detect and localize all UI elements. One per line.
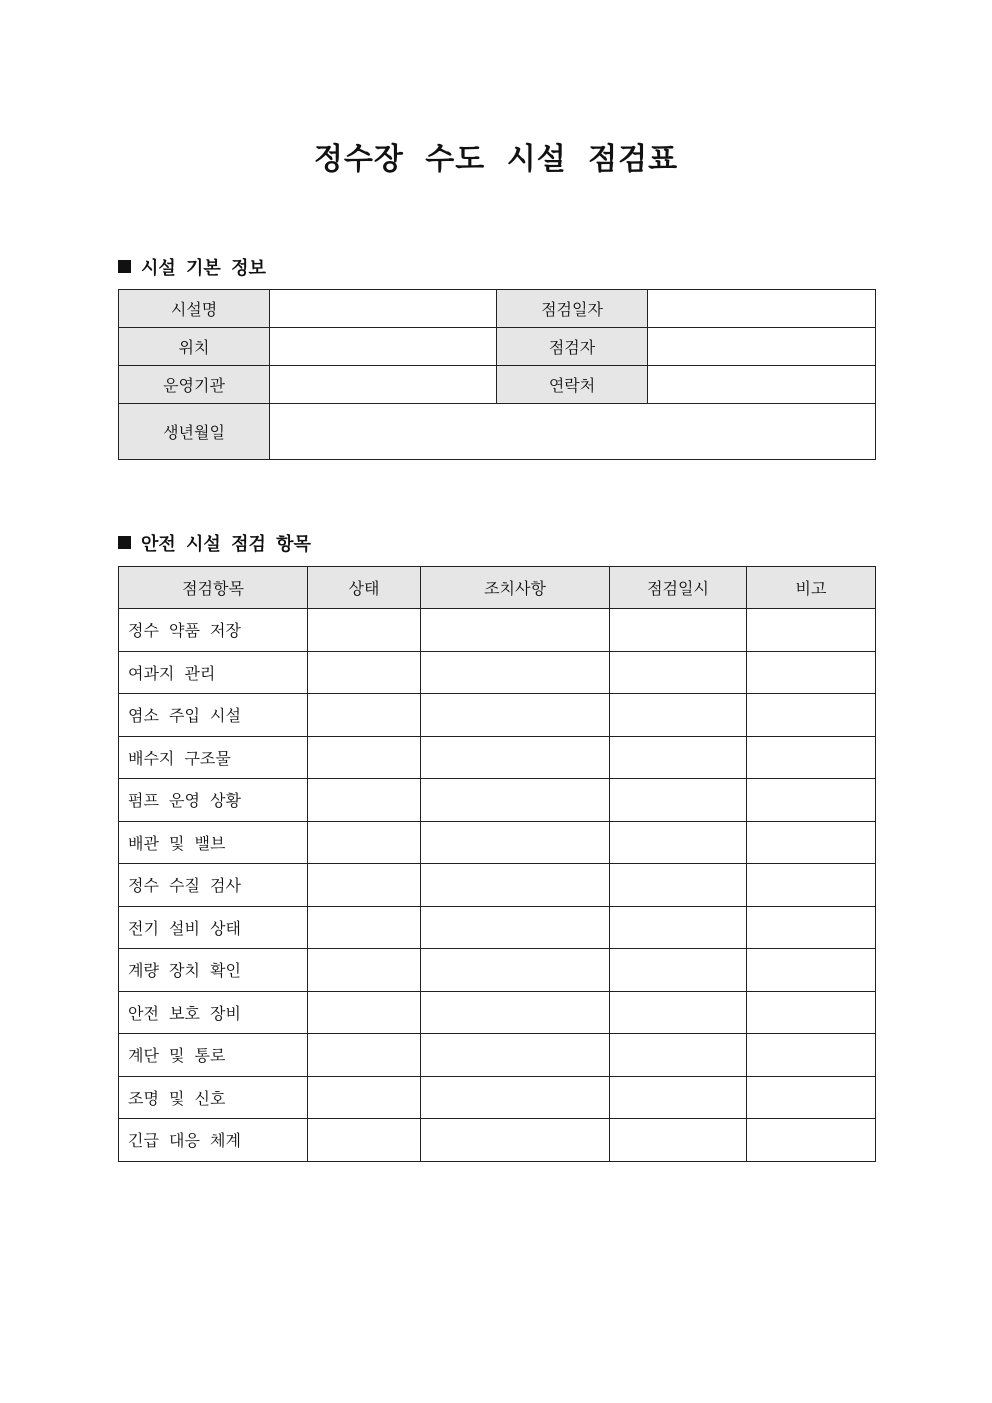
table-row: [119, 949, 876, 992]
note-field[interactable]: [747, 736, 876, 779]
table-row: [119, 1119, 876, 1162]
checklist-item-name: 계량 장치 확인: [119, 949, 308, 992]
table-row: [119, 1034, 876, 1077]
column-header-item: 점검항목: [119, 567, 308, 609]
datetime-field[interactable]: [610, 651, 747, 694]
section-heading-basic-info: [118, 254, 266, 280]
note-field[interactable]: [747, 651, 876, 694]
status-field[interactable]: [308, 1119, 421, 1162]
datetime-field[interactable]: [610, 1076, 747, 1119]
birthdate-field[interactable]: [270, 404, 876, 460]
table-row: [119, 366, 876, 404]
table-row: [119, 864, 876, 907]
note-field[interactable]: [747, 694, 876, 737]
checklist-item-name: 배수지 구조물: [119, 736, 308, 779]
note-field[interactable]: [747, 821, 876, 864]
note-field[interactable]: [747, 949, 876, 992]
facility-name-label: 시설명: [119, 290, 270, 328]
action-field[interactable]: [421, 1034, 610, 1077]
checklist-item-name: 배관 및 밸브: [119, 821, 308, 864]
note-field[interactable]: [747, 1119, 876, 1162]
status-field[interactable]: [308, 1034, 421, 1077]
table-row: [119, 651, 876, 694]
datetime-field[interactable]: [610, 821, 747, 864]
checklist-item-name: 긴급 대응 체계: [119, 1119, 308, 1162]
note-field[interactable]: [747, 1076, 876, 1119]
birthdate-label: 생년월일: [119, 404, 270, 460]
datetime-field[interactable]: [610, 949, 747, 992]
note-field[interactable]: [747, 609, 876, 652]
status-field[interactable]: [308, 949, 421, 992]
status-field[interactable]: [308, 1076, 421, 1119]
status-field[interactable]: [308, 609, 421, 652]
action-field[interactable]: [421, 694, 610, 737]
note-field[interactable]: [747, 779, 876, 822]
action-field[interactable]: [421, 821, 610, 864]
table-row: [119, 609, 876, 652]
action-field[interactable]: [421, 864, 610, 907]
note-field[interactable]: [747, 1034, 876, 1077]
action-field[interactable]: [421, 651, 610, 694]
basic-info-table: [118, 289, 876, 460]
operator-label: 운영기관: [119, 366, 270, 404]
action-field[interactable]: [421, 1076, 610, 1119]
inspector-label: 점검자: [497, 328, 648, 366]
inspector-field[interactable]: [648, 328, 876, 366]
checklist-item-name: 정수 수질 검사: [119, 864, 308, 907]
table-row: [119, 736, 876, 779]
section-heading-label: 안전 시설 점검 항목: [141, 534, 311, 555]
table-row: [119, 328, 876, 366]
location-label: 위치: [119, 328, 270, 366]
table-row: [119, 1076, 876, 1119]
checklist-item-name: 염소 주입 시설: [119, 694, 308, 737]
table-row: [119, 906, 876, 949]
page-title: 정수장 수도 시설 점검표: [313, 142, 679, 177]
operator-field[interactable]: [270, 366, 497, 404]
section-heading-label: 시설 기본 정보: [141, 258, 266, 279]
contact-field[interactable]: [648, 366, 876, 404]
checklist-item-name: 정수 약품 저장: [119, 609, 308, 652]
status-field[interactable]: [308, 991, 421, 1034]
checklist-item-name: 안전 보호 장비: [119, 991, 308, 1034]
contact-label: 연락처: [497, 366, 648, 404]
location-field[interactable]: [270, 328, 497, 366]
facility-name-field[interactable]: [270, 290, 497, 328]
note-field[interactable]: [747, 906, 876, 949]
section-heading-checklist: [118, 530, 311, 556]
datetime-field[interactable]: [610, 991, 747, 1034]
square-bullet-icon: [118, 260, 131, 273]
checklist-item-name: 계단 및 통로: [119, 1034, 308, 1077]
checklist-item-name: 조명 및 신호: [119, 1076, 308, 1119]
table-row: [119, 290, 876, 328]
table-row: [119, 694, 876, 737]
table-row: [119, 404, 876, 460]
checklist-item-name: 여과지 관리: [119, 651, 308, 694]
note-field[interactable]: [747, 991, 876, 1034]
datetime-field[interactable]: [610, 779, 747, 822]
action-field[interactable]: [421, 949, 610, 992]
status-field[interactable]: [308, 864, 421, 907]
column-header-datetime: 점검일시: [610, 567, 747, 609]
inspection-date-field[interactable]: [648, 290, 876, 328]
action-field[interactable]: [421, 991, 610, 1034]
action-field[interactable]: [421, 609, 610, 652]
checklist-item-name: 펌프 운영 상황: [119, 779, 308, 822]
status-field[interactable]: [308, 821, 421, 864]
status-field[interactable]: [308, 694, 421, 737]
column-header-action: 조치사항: [421, 567, 610, 609]
datetime-field[interactable]: [610, 736, 747, 779]
column-header-status: 상태: [308, 567, 421, 609]
table-row: [119, 991, 876, 1034]
checklist-table: [118, 566, 876, 1162]
table-row: [119, 821, 876, 864]
datetime-field[interactable]: [610, 1119, 747, 1162]
note-field[interactable]: [747, 864, 876, 907]
checklist-item-name: 전기 설비 상태: [119, 906, 308, 949]
datetime-field[interactable]: [610, 694, 747, 737]
inspection-date-label: 점검일자: [497, 290, 648, 328]
checklist-body: [119, 609, 876, 1162]
status-field[interactable]: [308, 651, 421, 694]
table-header-row: [119, 567, 876, 609]
status-field[interactable]: [308, 779, 421, 822]
column-header-note: 비고: [747, 567, 876, 609]
action-field[interactable]: [421, 1119, 610, 1162]
datetime-field[interactable]: [610, 864, 747, 907]
status-field[interactable]: [308, 906, 421, 949]
action-field[interactable]: [421, 906, 610, 949]
action-field[interactable]: [421, 736, 610, 779]
table-row: [119, 779, 876, 822]
action-field[interactable]: [421, 779, 610, 822]
square-bullet-icon: [118, 536, 131, 549]
status-field[interactable]: [308, 736, 421, 779]
datetime-field[interactable]: [610, 906, 747, 949]
datetime-field[interactable]: [610, 609, 747, 652]
datetime-field[interactable]: [610, 1034, 747, 1077]
